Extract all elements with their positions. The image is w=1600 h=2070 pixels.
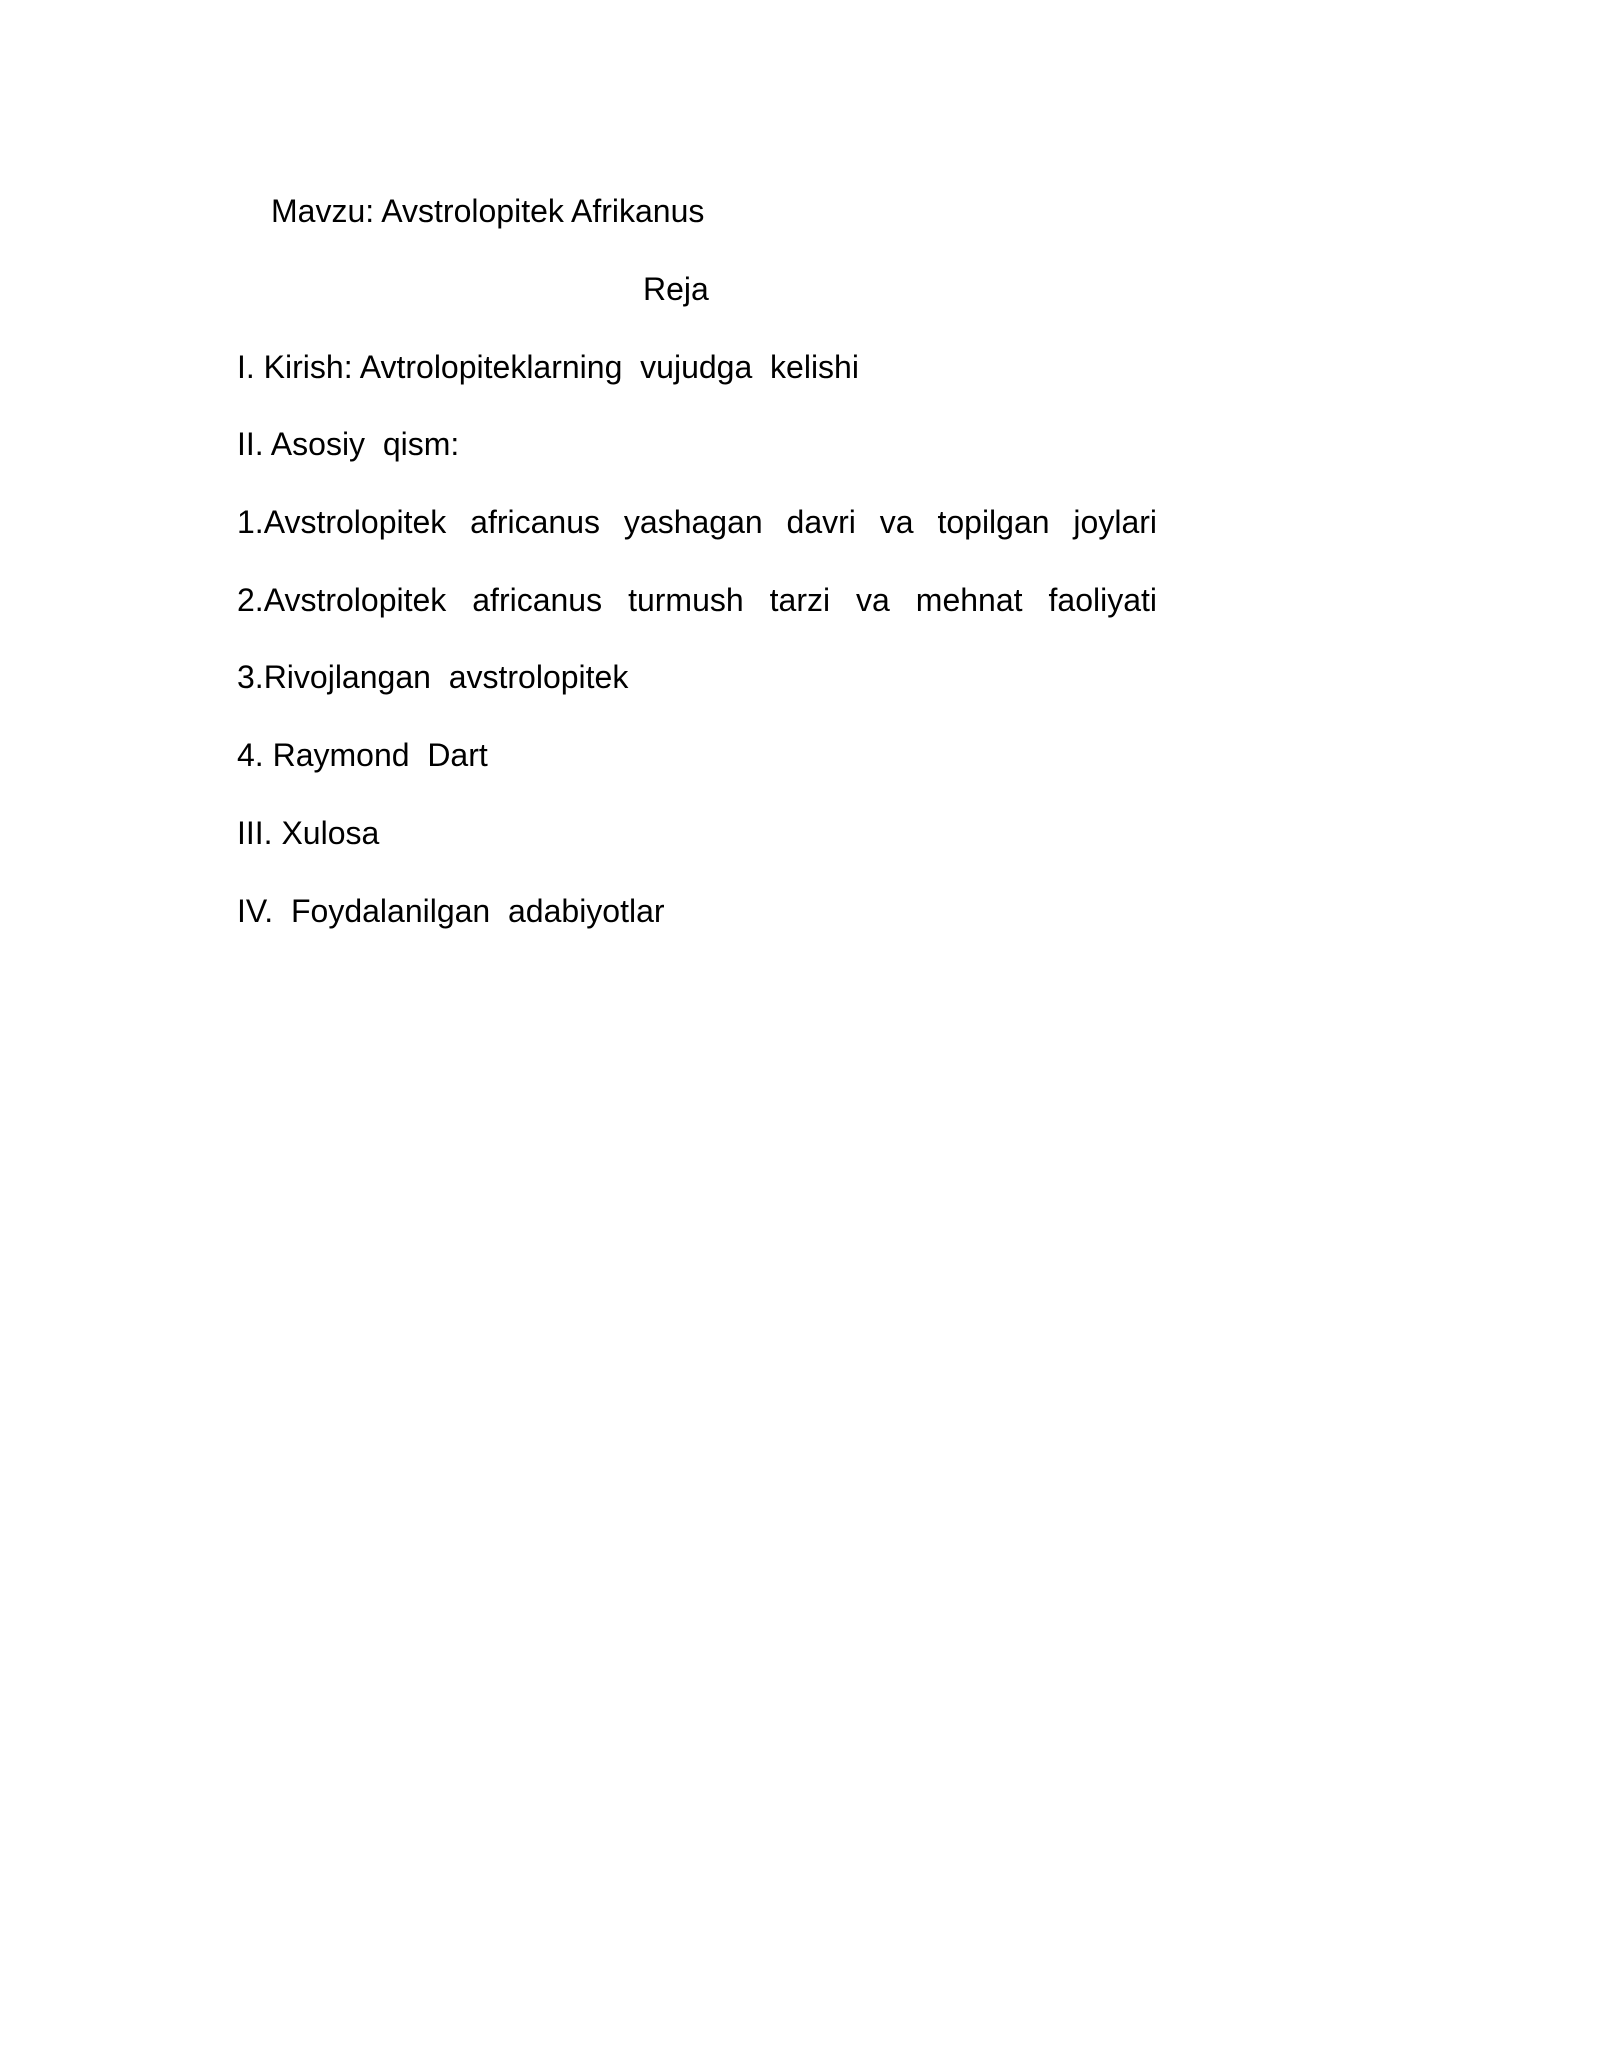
plan-subitem-1: 1.Avstrolopitek africanus yashagan davri va topilgan joylari [237, 504, 1157, 540]
plan-item-intro: I. Kirish: Avtrolopiteklarning vujudga kelishi [237, 349, 859, 385]
plan-item-main-part: II. Asosiy qism: [237, 426, 460, 462]
plan-heading: Reja [643, 271, 709, 307]
document-title: Mavzu: Avstrolopitek Afrikanus [271, 193, 705, 229]
plan-subitem-3: 3.Rivojlangan avstrolopitek [237, 659, 629, 695]
plan-subitem-2: 2.Avstrolopitek africanus turmush tarzi va mehnat faoliyati [237, 582, 1157, 618]
plan-item-references: IV. Foydalanilgan adabiyotlar [237, 893, 665, 929]
plan-subitem-4: 4. Raymond Dart [237, 737, 488, 773]
plan-item-conclusion: III. Xulosa [237, 815, 380, 851]
